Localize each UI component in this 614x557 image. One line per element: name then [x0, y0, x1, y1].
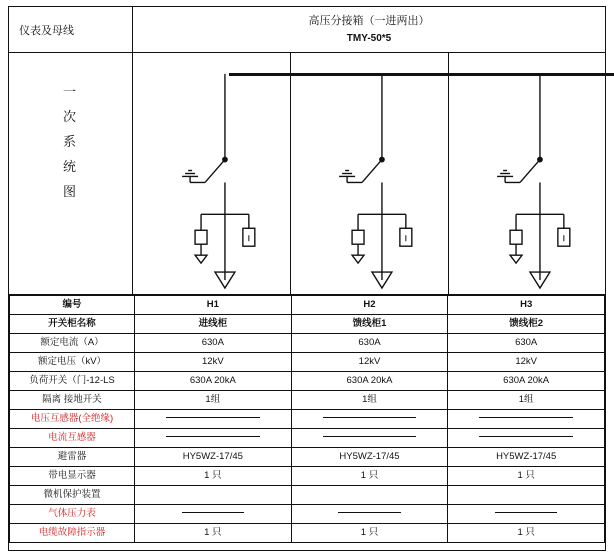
empty-dash-icon: [166, 417, 259, 419]
row-4-cell-2: 630A 20kA: [448, 372, 605, 391]
empty-dash-icon: [166, 436, 259, 438]
row-label-5: 隔离 接地开关: [10, 391, 135, 410]
surge-arrester-box-1: [195, 230, 207, 244]
row-1-cell-0: 进线柜: [135, 315, 292, 334]
header-left-label: 仪表及母线: [19, 25, 74, 37]
table-row: [10, 353, 605, 372]
row-10-cell-1: [291, 486, 448, 505]
row-label-10: 微机保护装置: [10, 486, 135, 505]
vtitle-char-4: 统: [62, 159, 78, 174]
table-row: [10, 429, 605, 448]
row-4-cell-1: 630A 20kA: [291, 372, 448, 391]
row-9-cell-2: 1 只: [448, 467, 605, 486]
feeder-symbol-group-3: [448, 53, 607, 294]
row-1-cell-2: 馈线柜2: [448, 315, 605, 334]
feeder-symbol-group-2: [290, 53, 448, 294]
row-8-cell-1: HY5WZ-17/45: [291, 448, 448, 467]
switch-pivot-1: [223, 157, 227, 161]
switch-pivot-2: [380, 157, 384, 161]
switch-blade-2: [362, 160, 382, 183]
row-12-cell-2: 1 只: [448, 524, 605, 543]
switch-blade-1: [205, 160, 225, 183]
vtitle-char-5: 图: [62, 184, 78, 199]
empty-dash-icon: [495, 512, 557, 514]
single-line-diagram: [9, 53, 605, 295]
row-11-cell-0: [135, 505, 292, 524]
switch-blade-3: [520, 160, 540, 183]
row-label-6: 电压互感器(全绝缘): [10, 410, 135, 429]
row-2-cell-1: 630A: [291, 334, 448, 353]
diagram-right-cell: [133, 53, 605, 294]
row-3-cell-1: 12kV: [291, 353, 448, 372]
arrester-earth-triangle-2: [352, 255, 364, 263]
row-label-11: 气体压力表: [10, 505, 135, 524]
row-12-cell-1: 1 只: [291, 524, 448, 543]
row-label-0: 编号: [10, 296, 135, 315]
row-0-cell-2: H3: [448, 296, 605, 315]
diagram-vertical-title: [9, 79, 132, 204]
table-row: [10, 524, 605, 543]
empty-dash-icon: [479, 436, 572, 438]
arrester-earth-triangle-1: [195, 255, 207, 263]
row-5-cell-2: 1组: [448, 391, 605, 410]
header-right-cell: [133, 7, 605, 52]
header-row: [9, 7, 605, 53]
empty-dash-icon: [323, 417, 416, 419]
row-6-cell-2: [448, 410, 605, 429]
vtitle-char-1: 一: [62, 84, 78, 99]
row-7-cell-1: [291, 429, 448, 448]
table-row: [10, 391, 605, 410]
empty-dash-icon: [323, 436, 416, 438]
empty-dash-icon: [182, 512, 244, 514]
drawing-frame: [8, 6, 606, 551]
row-11-cell-2: [448, 505, 605, 524]
surge-arrester-box-2: [352, 230, 364, 244]
row-label-9: 带电显示器: [10, 467, 135, 486]
table-row: [10, 486, 605, 505]
row-2-cell-0: 630A: [135, 334, 292, 353]
empty-dash-icon: [338, 512, 400, 514]
vtitle-char-3: 系: [62, 134, 78, 149]
row-9-cell-1: 1 只: [291, 467, 448, 486]
empty-dash-icon: [479, 417, 572, 419]
bus-bar-label: TMY-50*5: [346, 33, 392, 44]
row-label-7: 电流互感器: [10, 429, 135, 448]
row-label-8: 避雷器: [10, 448, 135, 467]
header-title: 高压分接箱（一进两出）: [308, 15, 430, 27]
row-9-cell-0: 1 只: [135, 467, 292, 486]
table-row: [10, 296, 605, 315]
row-0-cell-0: H1: [135, 296, 292, 315]
table-row: [10, 410, 605, 429]
switch-pivot-3: [538, 157, 542, 161]
header-left-cell: [9, 7, 133, 52]
row-8-cell-0: HY5WZ-17/45: [135, 448, 292, 467]
table-row: [10, 467, 605, 486]
row-5-cell-0: 1组: [135, 391, 292, 410]
row-11-cell-1: [291, 505, 448, 524]
row-7-cell-0: [135, 429, 292, 448]
row-4-cell-0: 630A 20kA: [135, 372, 292, 391]
specification-table: [9, 295, 605, 543]
row-label-1: 开关柜名称: [10, 315, 135, 334]
equipment-table: [9, 295, 605, 550]
row-3-cell-0: 12kV: [135, 353, 292, 372]
row-7-cell-2: [448, 429, 605, 448]
row-5-cell-1: 1组: [291, 391, 448, 410]
row-label-12: 电缆故障指示器: [10, 524, 135, 543]
row-10-cell-0: [135, 486, 292, 505]
surge-arrester-box-3: [510, 230, 522, 244]
table-row: [10, 372, 605, 391]
table-row: [10, 334, 605, 353]
feeder-symbol-group-1: [133, 53, 290, 294]
row-12-cell-0: 1 只: [135, 524, 292, 543]
row-10-cell-2: [448, 486, 605, 505]
vtitle-char-2: 次: [62, 109, 78, 124]
row-1-cell-1: 馈线柜1: [291, 315, 448, 334]
arrester-earth-triangle-3: [510, 255, 522, 263]
row-label-3: 额定电压（kV）: [10, 353, 135, 372]
row-3-cell-2: 12kV: [448, 353, 605, 372]
row-6-cell-1: [291, 410, 448, 429]
row-8-cell-2: HY5WZ-17/45: [448, 448, 605, 467]
diagram-left-cell: [9, 53, 133, 294]
row-label-4: 负荷开关（门-12-LS: [10, 372, 135, 391]
row-label-2: 额定电流（A）: [10, 334, 135, 353]
table-row: [10, 505, 605, 524]
table-row: [10, 448, 605, 467]
row-6-cell-0: [135, 410, 292, 429]
row-0-cell-1: H2: [291, 296, 448, 315]
row-2-cell-2: 630A: [448, 334, 605, 353]
table-row: [10, 315, 605, 334]
